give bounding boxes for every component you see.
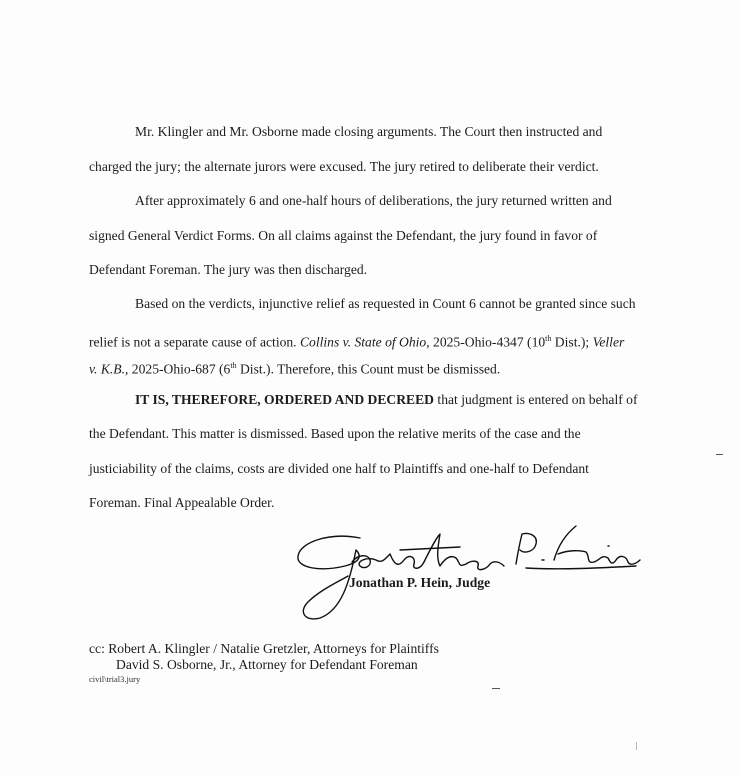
- paragraph-2-line-2: signed General Verdict Forms. On all claims against the Defendant, the jury found in favor of: [89, 228, 598, 243]
- paragraph-4-line-1: [135, 392, 637, 408]
- cc-line-defendant: David S. Osborne, Jr., Attorney for Defendant Foreman: [116, 657, 418, 672]
- decree-heading: IT IS, THEREFORE, ORDERED AND DECREED: [135, 392, 435, 407]
- ordinal-suffix: th: [545, 334, 552, 343]
- case-citation-kb: v. K.B.: [89, 361, 125, 377]
- text-run: relief is not a separate cause of action.: [89, 334, 300, 350]
- paragraph-3-line-3: [89, 358, 500, 378]
- text-run: Dist.);: [551, 334, 593, 350]
- ordinal-suffix: th: [230, 361, 237, 370]
- case-citation-collins: Collins v. State of Ohio: [299, 334, 427, 350]
- text-run: Dist.). Therefore, this Count must be dismissed.: [236, 361, 501, 377]
- paragraph-1-line-2: charged the jury; the alternate jurors were excused. The jury retired to deliberate their verdict.: [89, 159, 599, 174]
- text-run: , 2025-Ohio-4347 (10: [426, 334, 546, 350]
- file-reference: civil\trial3.jury: [89, 674, 141, 684]
- paragraph-3-line-2: [89, 331, 624, 351]
- judge-name-line: Jonathan P. Hein, Judge: [349, 575, 491, 590]
- paragraph-2-line-1: After approximately 6 and one-half hours of deliberations, the jury returned written and: [135, 193, 612, 208]
- text-run: , 2025-Ohio-687 (6: [125, 361, 231, 377]
- paragraph-2-line-3: Defendant Foreman. The jury was then discharged.: [89, 262, 368, 277]
- paragraph-4-line-3: justiciability of the claims, costs are divided one half to Plaintiffs and one-half to Defendant: [89, 461, 589, 476]
- scan-speck: [492, 688, 500, 689]
- cc-line-plaintiffs: cc: Robert A. Klingler / Natalie Gretzler, Attorneys for Plaintiffs: [89, 641, 439, 656]
- judge-signature-image: [290, 520, 650, 625]
- scan-speck: [716, 454, 723, 455]
- case-citation-veller: Veller: [592, 334, 625, 350]
- paragraph-4-line-2: the Defendant. This matter is dismissed. Based upon the relative merits of the case and the: [89, 426, 581, 441]
- paragraph-4-line-4: Foreman. Final Appealable Order.: [89, 495, 275, 510]
- paragraph-3-line-1: Based on the verdicts, injunctive relief as requested in Count 6 cannot be granted since such: [135, 296, 636, 311]
- paragraph-1-line-1: Mr. Klingler and Mr. Osborne made closing arguments. The Court then instructed and: [135, 124, 603, 139]
- text-run: that judgment is entered on behalf of: [434, 392, 638, 407]
- scan-speck: [636, 742, 637, 750]
